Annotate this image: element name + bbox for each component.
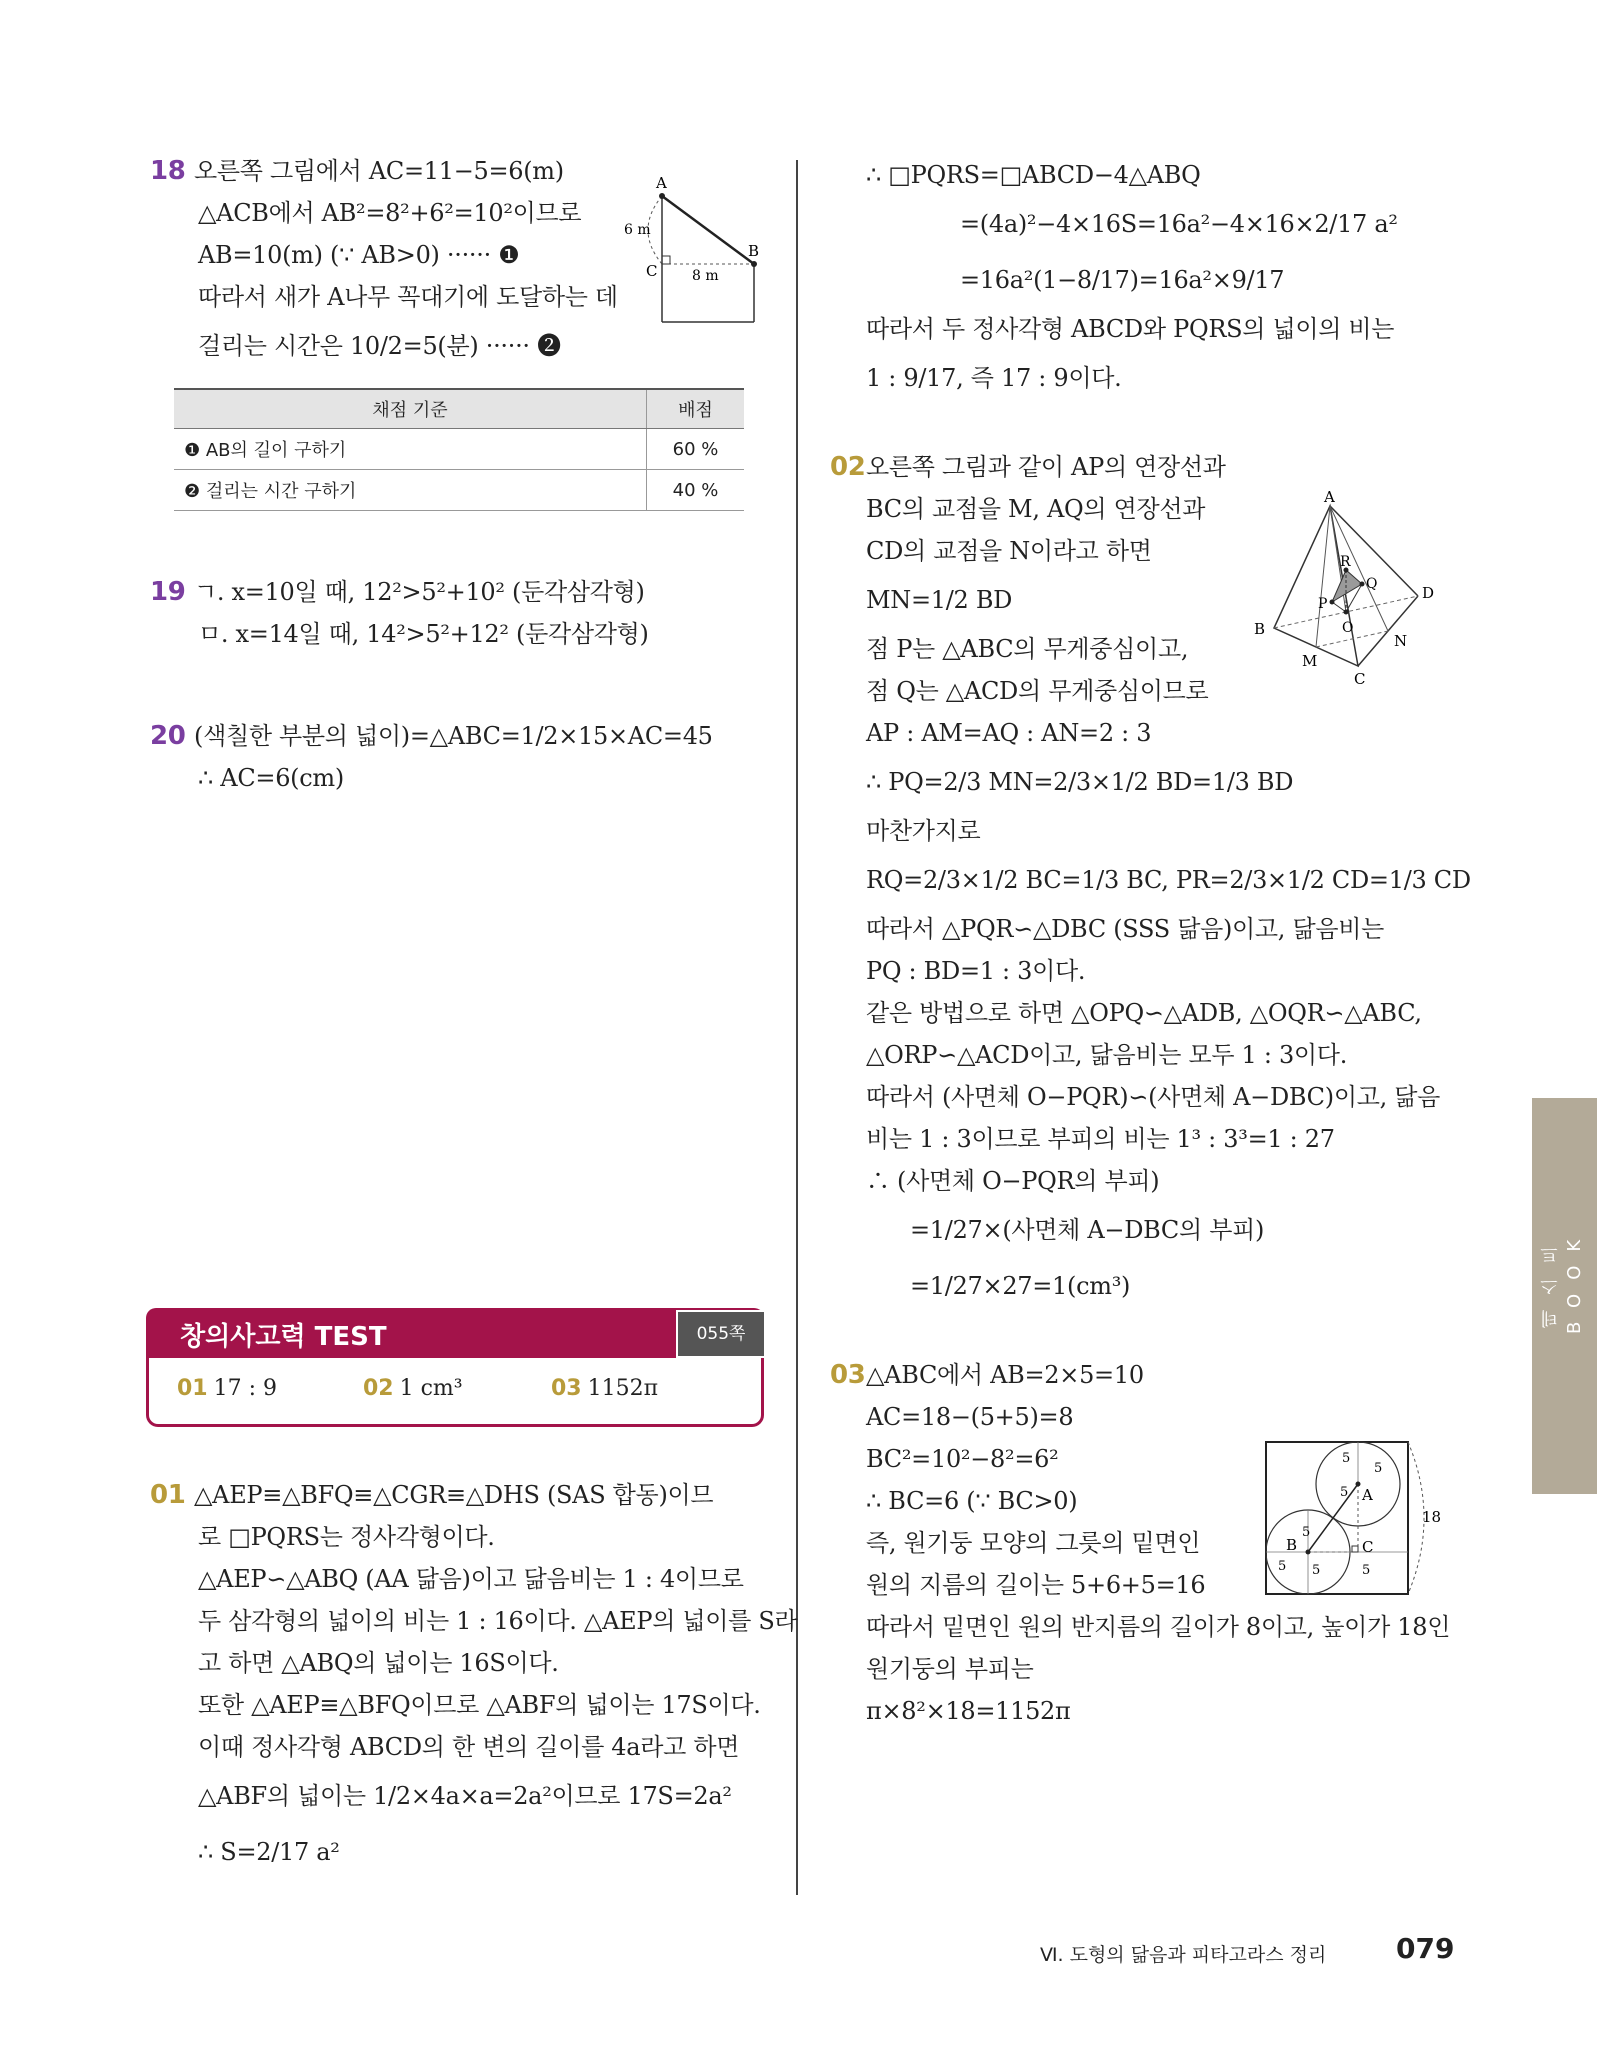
solution-line: 따라서 △PQR∽△DBC (SSS 닮음)이고, 닮음비는 — [866, 915, 1384, 943]
figure-label: D — [1422, 584, 1435, 602]
figure-label: 5 — [1278, 1559, 1287, 1574]
solution-line: AB=10(m) (∵ AB>0) ······ ❶ — [198, 241, 520, 269]
figure-label: B — [1286, 1536, 1298, 1554]
solution-line: BC의 교점을 M, AQ의 연장선과 — [866, 495, 1206, 523]
solution-line: =1/27×27=1(cm³) — [910, 1272, 1131, 1300]
question-01-continued — [830, 154, 1470, 406]
grading-table — [174, 388, 744, 511]
solution-line: 원기둥의 부피는 — [866, 1655, 1034, 1683]
solution-line: ∴ □PQRS=□ABCD−4△ABQ — [866, 161, 1201, 189]
solution-line: 마찬가지로 — [866, 817, 981, 845]
right-triangle-figure — [620, 172, 780, 332]
figure-label: A — [1324, 488, 1335, 506]
answer-value: 1152π — [587, 1376, 659, 1401]
question-number: 18 — [150, 156, 186, 186]
solution-line: △ORP∽△ACD이고, 닮음비는 모두 1 : 3이다. — [866, 1041, 1348, 1069]
solution-line: 따라서 (사면체 O−PQR)∽(사면체 A−DBC)이고, 닮음 — [866, 1083, 1441, 1111]
table-row — [174, 470, 744, 511]
solution-line: 원의 지름의 길이는 5+6+5=16 — [866, 1571, 1206, 1599]
question-number: 01 — [150, 1480, 186, 1510]
figure-label: C — [1354, 670, 1366, 688]
figure-label: 18 — [1422, 1508, 1442, 1526]
page-number: 079 — [1396, 1932, 1455, 1965]
solution-line: 고 하면 △ABQ의 넓이는 16S이다. — [198, 1649, 559, 1677]
solution-line: △AEP∽△ABQ (AA 닮음)이고 닮음비는 1 : 4이므로 — [198, 1565, 744, 1593]
solution-line: PQ : BD=1 : 3이다. — [866, 957, 1086, 985]
chapter-title: Ⅵ. 도형의 닮음과 피타고라스 정리 — [1040, 1944, 1327, 1966]
solution-line: △ABC에서 AB=2×5=10 — [866, 1361, 1144, 1389]
question-20 — [150, 715, 770, 799]
answer-value: 1 cm³ — [399, 1376, 463, 1401]
figure-label: C — [646, 262, 658, 280]
solution-line: 점 Q는 △ACD의 무게중심이므로 — [866, 677, 1209, 705]
figure-label: 5 — [1302, 1525, 1311, 1540]
solution-line: =1/27×(사면체 A−DBC의 부피) — [910, 1216, 1265, 1244]
solution-line: CD의 교점을 N이라고 하면 — [866, 537, 1152, 565]
solution-line: (색칠한 부분의 넓이)=△ABC=1/2×15×AC=45 — [194, 722, 713, 750]
creative-thinking-test-box — [146, 1308, 764, 1428]
solution-line: 따라서 새가 A나무 꼭대기에 도달하는 데 — [198, 283, 618, 311]
figure-label: 5 — [1312, 1563, 1321, 1578]
solution-line: ∴ BC=6 (∵ BC>0) — [866, 1487, 1078, 1515]
table-cell: ❷ 걸리는 시간 구하기 — [174, 470, 647, 511]
figure-label: 5 — [1362, 1563, 1371, 1578]
figure-label: C — [1362, 1538, 1374, 1556]
figure-label: B — [748, 242, 760, 260]
answer-value: 17 : 9 — [213, 1376, 278, 1401]
answer-item — [177, 1376, 277, 1401]
solution-line: △AEP≡△BFQ≡△CGR≡△DHS (SAS 합동)이므 — [194, 1481, 714, 1509]
solution-line: ∴ AC=6(cm) — [198, 764, 344, 792]
figure-label: A — [1362, 1486, 1373, 1504]
answer-number: 01 — [177, 1376, 208, 1401]
figure-label: O — [1342, 620, 1354, 636]
solution-line: ∴ S=2/17 a² — [198, 1838, 340, 1866]
figure-label: A — [656, 174, 667, 192]
table-header: 배점 — [647, 389, 745, 429]
answer-item — [363, 1376, 463, 1401]
solution-line: 비는 1 : 3이므로 부피의 비는 1³ : 3³=1 : 27 — [866, 1125, 1335, 1153]
solution-line: =16a²(1−8/17)=16a²×9/17 — [960, 266, 1285, 294]
solution-line: RQ=2/3×1/2 BC=1/3 BC, PR=2/3×1/2 CD=1/3 CD — [866, 866, 1471, 894]
solution-line: BC²=10²−8²=6² — [866, 1445, 1059, 1473]
figure-label: Q — [1366, 576, 1378, 592]
test-header — [146, 1308, 764, 1358]
solution-line: 1 : 9/17, 즉 17 : 9이다. — [866, 364, 1122, 392]
question-number: 03 — [830, 1360, 866, 1390]
question-19 — [150, 571, 770, 655]
solution-line: 로 □PQRS는 정사각형이다. — [198, 1523, 495, 1551]
figure-label: 5 — [1340, 1485, 1349, 1500]
solution-line: π×8²×18=1152π — [866, 1697, 1071, 1725]
solution-line: 따라서 밑면인 원의 반지름의 길이가 8이고, 높이가 18인 — [866, 1613, 1451, 1641]
solution-line: ㄱ. x=10일 때, 12²>5²+10² (둔각삼각형) — [194, 578, 645, 606]
question-number: 19 — [150, 577, 186, 607]
solution-line: ∴ (사면체 O−PQR의 부피) — [866, 1167, 1160, 1195]
solution-line: 점 P는 △ABC의 무게중심이고, — [866, 635, 1189, 663]
test-answers — [146, 1358, 764, 1427]
answer-number: 02 — [363, 1376, 394, 1401]
side-tab-label: 테스트 BOOK — [1540, 1225, 1585, 1335]
solution-line: ㅁ. x=14일 때, 14²>5²+12² (둔각삼각형) — [198, 620, 649, 648]
solution-line: 오른쪽 그림과 같이 AP의 연장선과 — [866, 453, 1226, 481]
table-cell: ❶ AB의 길이 구하기 — [174, 429, 647, 470]
solution-line: 걸리는 시간은 10/2=5(분) ······ ❷ — [198, 332, 561, 360]
answer-item — [551, 1376, 658, 1401]
table-row — [174, 429, 744, 470]
solution-line: 또한 △AEP≡△BFQ이므로 △ABF의 넓이는 17S이다. — [198, 1691, 761, 1719]
solution-line: 즉, 원기둥 모양의 그릇의 밑면인 — [866, 1529, 1201, 1557]
table-cell: 60 % — [647, 429, 745, 470]
answer-number: 03 — [551, 1376, 582, 1401]
solution-line: 따라서 두 정사각형 ABCD와 PQRS의 넓이의 비는 — [866, 315, 1395, 343]
figure-label: 6 m — [624, 222, 651, 238]
test-title: 창의사고력 TEST — [180, 1322, 387, 1352]
question-01 — [150, 1474, 798, 1880]
solution-line: AP : AM=AQ : AN=2 : 3 — [866, 719, 1152, 747]
table-header: 채점 기준 — [174, 389, 647, 429]
cylinder-cross-section-figure — [1262, 1438, 1452, 1608]
solution-line: 이때 정사각형 ABCD의 한 변의 길이를 4a라고 하면 — [198, 1733, 740, 1761]
tetrahedron-figure — [1250, 488, 1450, 688]
solution-line: 두 삼각형의 넓이의 비는 1 : 16이다. △AEP의 넓이를 S라 — [198, 1607, 798, 1635]
figure-label: M — [1302, 652, 1318, 670]
figure-label: R — [1340, 554, 1351, 570]
solution-line: ∴ PQ=2/3 MN=2/3×1/2 BD=1/3 BD — [866, 768, 1294, 796]
figure-label: B — [1254, 620, 1266, 638]
table-cell: 40 % — [647, 470, 745, 511]
solution-line: 오른쪽 그림에서 AC=11−5=6(m) — [194, 157, 564, 185]
solution-line: 같은 방법으로 하면 △OPQ∽△ADB, △OQR∽△ABC, — [866, 999, 1422, 1027]
solution-line: =(4a)²−4×16S=16a²−4×16×2/17 a² — [960, 210, 1398, 238]
figure-label: 8 m — [692, 268, 719, 284]
figure-label: P — [1318, 596, 1328, 612]
figure-label: 5 — [1374, 1461, 1383, 1476]
solution-line: MN=1/2 BD — [866, 586, 1013, 614]
figure-label: N — [1394, 632, 1408, 650]
page-reference-badge: 055쪽 — [676, 1310, 766, 1358]
question-number: 20 — [150, 721, 186, 751]
solution-line: △ACB에서 AB²=8²+6²=10²이므로 — [198, 199, 582, 227]
question-number: 02 — [830, 452, 866, 482]
solution-line: △ABF의 넓이는 1/2×4a×a=2a²이므로 17S=2a² — [198, 1782, 732, 1810]
solution-line: AC=18−(5+5)=8 — [866, 1403, 1074, 1431]
figure-label: 5 — [1342, 1451, 1351, 1466]
